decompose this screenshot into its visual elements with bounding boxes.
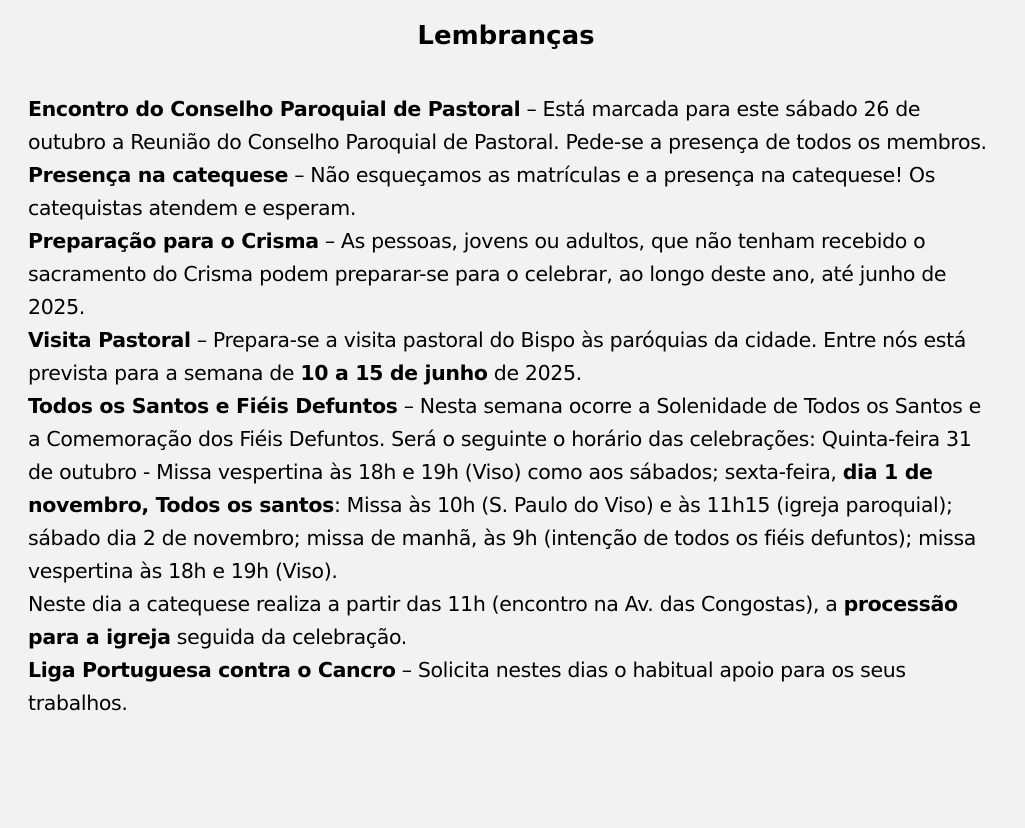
announcement-heading: Liga Portuguesa contra o Cancro bbox=[28, 658, 396, 682]
announcement-text: – Prepara-se a visita pastoral do Bispo às paróquias da cidade. Entre nós está prevista para a semana de bbox=[28, 328, 966, 385]
announcement-text: – As pessoas, jovens ou adultos, que não tenham recebido o sacramento do Crisma podem preparar-se para o celebrar, ao longo deste ano, até junho de 2025. bbox=[28, 229, 947, 319]
announcement-heading: Todos os Santos e Fiéis Defuntos bbox=[28, 394, 398, 418]
announcement-bold-day: dia 1 de novembro, Todos os santos bbox=[28, 460, 933, 517]
announcement-text: de 2025. bbox=[487, 361, 582, 385]
announcement-item-liga-cancro bbox=[28, 654, 993, 720]
announcement-text: seguida da celebração. bbox=[170, 625, 407, 649]
announcement-item-visita-pastoral bbox=[28, 324, 993, 390]
announcement-item-conselho bbox=[28, 93, 993, 159]
announcement-bold-dates: 10 a 15 de junho bbox=[300, 361, 488, 385]
announcement-item-catequese-procissao bbox=[28, 588, 993, 654]
announcement-bold-procession: processão para a igreja bbox=[28, 592, 958, 649]
announcement-item-todos-santos bbox=[28, 390, 993, 588]
announcement-text: – Solicita nestes dias o habitual apoio para os seus trabalhos. bbox=[28, 658, 906, 715]
announcement-text: – Está marcada para este sábado 26 de outubro a Reunião do Conselho Paroquial de Pastoral. Pede-se a presença de todos os membros. bbox=[28, 97, 987, 154]
announcement-heading: Encontro do Conselho Paroquial de Pastoral bbox=[28, 97, 521, 121]
announcement-text: – Não esqueçamos as matrículas e a presença na catequese! Os catequistas atendem e esperam. bbox=[28, 163, 936, 220]
announcement-item-crisma bbox=[28, 225, 993, 324]
announcement-text: – Nesta semana ocorre a Solenidade de Todos os Santos e a Comemoração dos Fiéis Defuntos. Será o seguinte o horário das celebrações: Quinta-feira 31 de outubro - Missa vespertina às 18h e 19h (Viso) como aos sábados; sexta-feira, bbox=[28, 394, 981, 484]
announcement-heading: Preparação para o Crisma bbox=[28, 229, 319, 253]
announcements-body bbox=[28, 93, 993, 720]
announcement-heading: Visita Pastoral bbox=[28, 328, 191, 352]
announcement-text: Neste dia a catequese realiza a partir das 11h (encontro na Av. das Congostas), a bbox=[28, 592, 844, 616]
page-title: Lembranças bbox=[417, 21, 595, 51]
announcement-heading: Presença na catequese bbox=[28, 163, 289, 187]
announcement-text: : Missa às 10h (S. Paulo do Viso) e às 11h15 (igreja paroquial); sábado dia 2 de novembro; missa de manhã, às 9h (intenção de todos os fiéis defuntos); missa vespertina às 18h e 19h (Viso). bbox=[28, 493, 976, 583]
announcement-item-catequese bbox=[28, 159, 993, 225]
